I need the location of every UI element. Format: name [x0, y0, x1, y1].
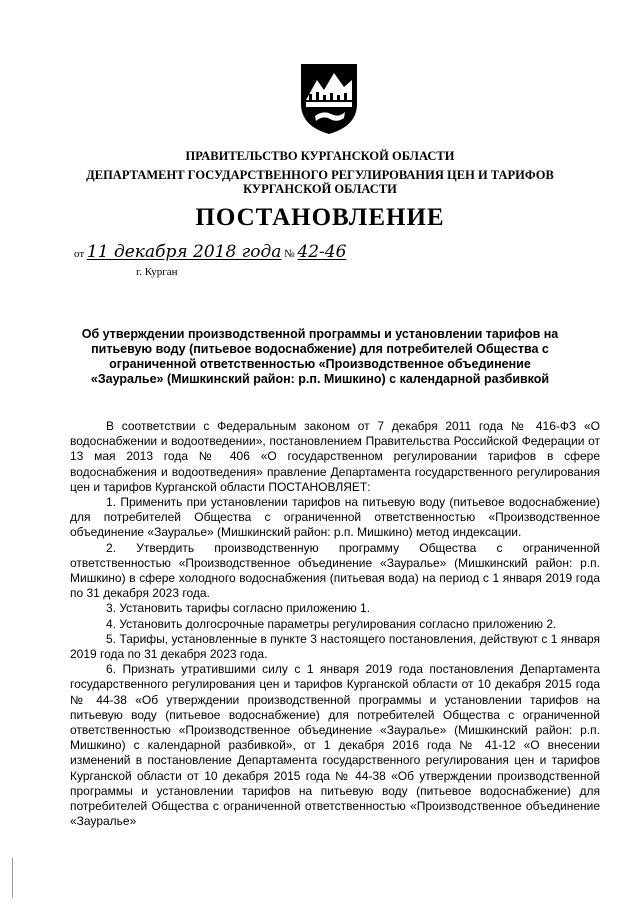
department-title: ДЕПАРТАМЕНТ ГОСУДАРСТВЕННОГО РЕГУЛИРОВАНИЯ ЦЕН И ТАРИФОВ КУРГАНСКОЙ ОБЛАСТИ	[86, 168, 554, 196]
document-body	[70, 419, 600, 829]
clause-6: 6. Признать утратившими силу с 1 января 2019 года постановления Департамента государственного регулирования цен и тарифов Курганской области от 10 декабря 2015 года № 44-38 «Об утверждении производственной программы и установлении тарифов на питьевую воду (питьевое водоснабжение) для потребителей Общества с ограниченной ответственностью «Производственное объединение «Зауралье» (Мишкинский район: р.п. Мишкино) с календарной разбивкой», от 1 декабря 2016 года № 41-12 «О внесении изменений в постановление Департамента государственного регулирования цен и тарифов Курганской области от 10 декабря 2015 года № 44-38 «Об утверждении производственной программы и установлении тарифов на питьевую воду (питьевое водоснабжение) для потребителей Общества с ограниченной ответственностью «Производственное объединение «Зауралье»	[70, 662, 600, 829]
clause-1: 1. Применить при установлении тарифов на питьевую воду (питьевое водоснабжение) для потребителей Общества с ограниченной ответственностью «Производственное объединение «Зауралье» (Мишкинский район: р.п. Мишкино) метод индексации.	[70, 495, 600, 540]
handwritten-number: 42-46	[297, 242, 347, 262]
government-title: ПРАВИТЕЛЬСТВО КУРГАНСКОЙ ОБЛАСТИ	[185, 149, 455, 163]
clause-3: 3. Установить тарифы согласно приложению 1.	[106, 601, 371, 616]
clause-2: 2. Утвердить производственную программу Общества с ограниченной ответственностью «Производственное объединение «Зауралье» (Мишкинский район: р.п. Мишкино) в сфере холодного водоснабжения (питьевая вода) на период с 1 января 2019 года по 31 декабря 2023 года.	[70, 540, 600, 601]
document-type-title: ПОСТАНОВЛЕНИЕ	[195, 204, 445, 231]
date-prefix: от	[74, 248, 85, 260]
date-line	[74, 242, 346, 262]
handwritten-date: 11 декабря 2018 года	[86, 242, 282, 262]
clause-5: 5. Тарифы, установленные в пункте 3 настоящего постановления, действуют с 1 января 2019 года по 31 декабря 2023 года.	[70, 631, 600, 662]
clause-4: 4. Установить долгосрочные параметры регулирования согласно приложению 2.	[106, 616, 557, 631]
city-label: г. Курган	[136, 266, 178, 278]
scan-edge-mark	[12, 858, 13, 898]
preamble-paragraph: В соответствии с Федеральным законом от 7 декабря 2011 года № 416-ФЗ «О водоснабжении и водоотведении», постановлением Правительства Российской Федерации от 13 мая 2013 года № 406 «О государственном регулировании тарифов в сфере водоснабжения и водоотведения» правление Департамента государственного регулирования цен и тарифов Курганской области ПОСТАНОВЛЯЕТ:	[70, 419, 600, 494]
document-subject: Об утверждении производственной программы и установлении тарифов на питьевую воду (питьевое водоснабжение) для потребителей Общества с ограниченной ответственностью «Производственное объединение «Зауралье» (Мишкинский район: р.п. Мишкино) с календарной разбивкой	[81, 327, 559, 386]
number-sign: №	[284, 248, 295, 260]
coat-of-arms-emblem	[297, 60, 361, 136]
